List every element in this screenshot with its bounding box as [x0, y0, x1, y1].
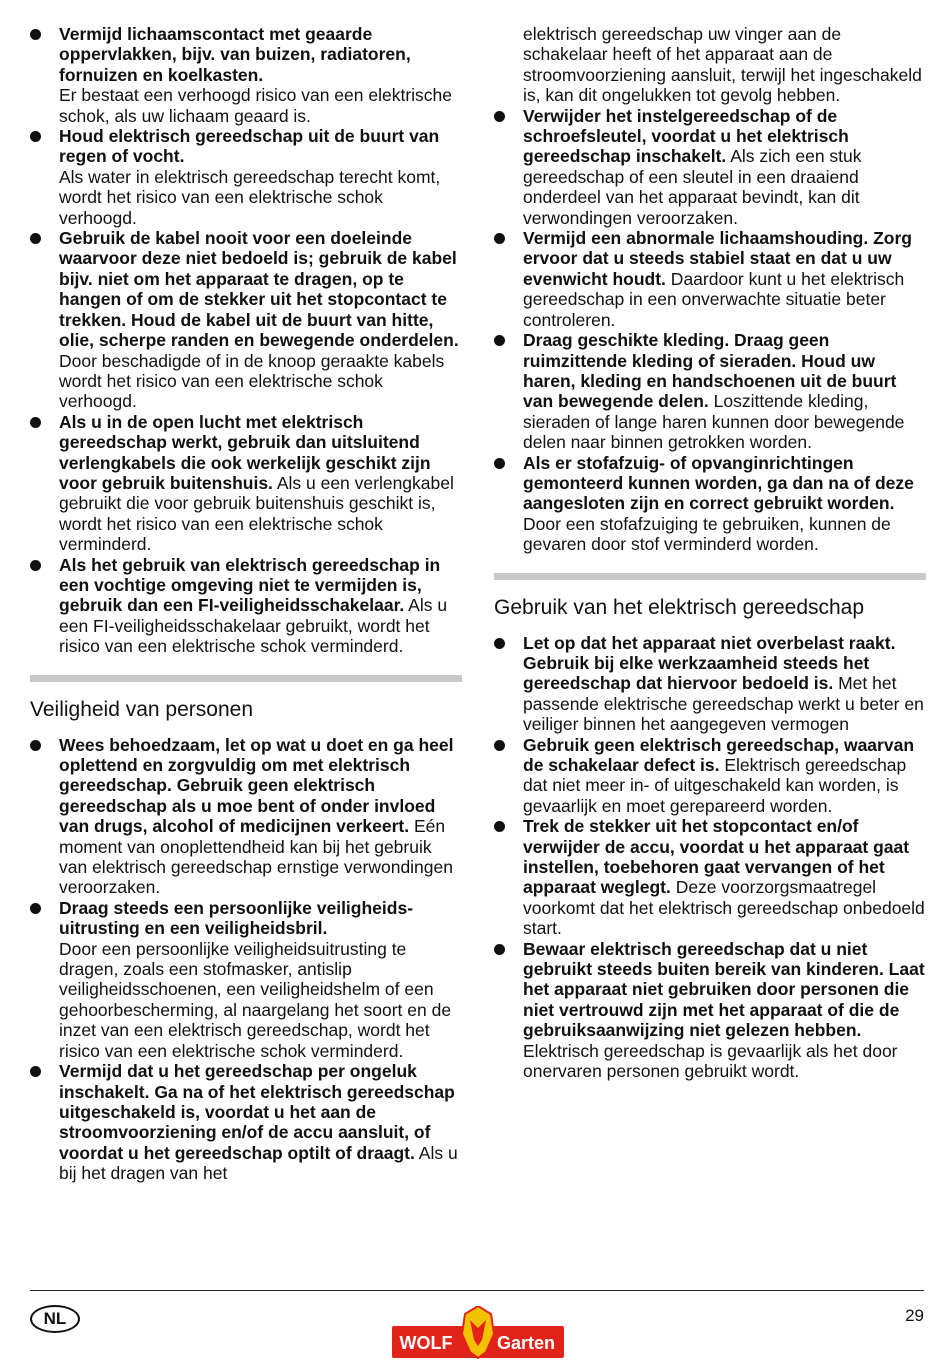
list-item [494, 816, 926, 938]
list-item-text: Als u een verlengkabel gebruikt die voor gebruik buitenshuis geschikt is, wordt het risico van een elektrische schok verminderd. [59, 472, 454, 555]
bullet-icon [30, 29, 41, 40]
list-item-bold: Verwijder het instelgereedschap of de schroefsleutel, voordat u het elektrisch gereedschap inschakelt. [523, 105, 849, 167]
continuation-text: elektrisch gereedschap uw vinger aan de schakelaar heeft of het apparaat aan de stroomvoorziening aansluit, terwijl het ingeschakeld is, kan dit ongelukken tot gevolg hebben. [523, 24, 922, 106]
bullet-icon [30, 1066, 41, 1077]
left-items-top [30, 24, 462, 657]
section-title-personal-safety: Veiligheid van personen [30, 697, 254, 721]
list-item [494, 330, 926, 452]
list-item [494, 453, 926, 555]
section-rule [30, 675, 462, 682]
section-title-tool-use: Gebruik van het elektrisch gereedschap [494, 595, 865, 619]
logo-text-garten: Garten [496, 1333, 556, 1353]
bullet-icon [494, 458, 505, 469]
list-item-bold: Als het gebruik van elektrisch gereedschap in een vochtige omgeving niet te vermijden is, gebruik dan een FI-veiligheidsschakelaar. [59, 554, 441, 616]
list-item-text: Deze voorzorgsmaatregel voorkomt dat het elektrisch gereedschap onbedoeld start. [523, 877, 925, 939]
list-item [494, 228, 926, 330]
list-item-text: Als zich een stuk gereedschap of een sleutel in een draaiend onderdeel van het apparaat bevindt, kan dit verwondingen veroorzaken. [523, 146, 862, 228]
wolf-garten-logo [392, 1306, 564, 1360]
bullet-icon [494, 944, 505, 955]
list-item [494, 735, 926, 817]
bullet-icon [494, 111, 505, 122]
list-item [494, 633, 926, 735]
list-item [30, 735, 462, 898]
list-item [494, 106, 926, 228]
list-item-bold: Houd elektrisch gereedschap uit de buurt van regen of vocht. [59, 126, 440, 167]
list-item-bold: Draag steeds een persoonlijke veiligheids-uitrusting en een veiligheidsbril. [59, 897, 414, 939]
list-item [30, 412, 462, 555]
section-rule [494, 573, 926, 580]
bullet-icon [494, 740, 505, 751]
list-item [30, 24, 462, 126]
bullet-icon [30, 131, 41, 142]
right-items-bottom [494, 633, 926, 1082]
logo-text-wolf: WOLF [399, 1333, 453, 1353]
list-item-text: Als u een FI-veiligheidsschakelaar gebruikt, wordt het risico van een elektrische schok verminderd. [59, 595, 448, 657]
list-item-text: Loszittende kleding, sieraden of lange haren kunnen door bewegende delen naar binnen getrokken worden. [523, 391, 905, 453]
left-items-bottom [30, 735, 462, 1184]
list-item-bold: Als er stofafzuig- of opvanginrichtingen gemonteerd kunnen worden, ga dan na of deze aangesloten zijn en correct gebruikt worden. [523, 452, 914, 514]
list-item-text: Door een stofafzuiging te gebruiken, kunnen de gevaren door stof verminderd worden. [523, 513, 891, 555]
list-item [494, 939, 926, 1082]
list-item-text: Elektrisch gereedschap dat niet meer in- of uitgeschakeld kan worden, is gevaarlijk en moet gerepareerd worden. [523, 755, 907, 816]
bullet-icon [30, 560, 41, 571]
list-item [30, 1061, 462, 1183]
bullet-icon [30, 417, 41, 428]
list-item [30, 126, 462, 228]
list-item-bold: Bewaar elektrisch gereedschap dat u niet gebruikt steeds buiten bereik van kinderen. Laat het apparaat niet gebruiken door personen die niet vertrouwd zijn met het apparaat of die de gebruiksaanwijzing niet gelezen hebben. [523, 938, 925, 1041]
list-item-bold: Wees behoedzaam, let op wat u doet en ga heel oplettend en zorgvuldig om met elektrisch gereedschap. Gebruik geen elektrisch gereedschap als u moe bent of onder invloed van drugs, alcohol of medicijnen verkeert. [59, 734, 454, 837]
list-item-text: Als u bij het dragen van het [59, 1142, 458, 1184]
page-number: 29 [905, 1306, 924, 1325]
list-item-bold: Trek de stekker uit het stopcontact en/of verwijder de accu, voordat u het apparaat gaat instellen, toebehoren gaat vervangen of het apparaat weglegt. [523, 816, 910, 898]
bullet-icon [494, 638, 505, 649]
list-item [30, 555, 462, 657]
list-item-bold: Vermijd lichaamscontact met geaarde oppervlakken, bijv. van buizen, radiatoren, fornuizen en koelkasten. [59, 24, 411, 85]
left-column [30, 24, 462, 1184]
list-item-bold: Vermijd dat u het gereedschap per ongeluk inschakelt. Ga na of het elektrisch gereedschap uitgeschakeld is, voordat u het aan de stroomvoorziening en/of de accu aansluit, of voordat u het gereedschap optilt of draagt. [59, 1061, 455, 1163]
right-items-top [494, 106, 926, 555]
list-item-bold: Gebruik de kabel nooit voor een doeleinde waarvoor deze niet bedoeld is; gebruik de kabel bijv. niet om het apparaat te dragen, op te hangen of om de stekker uit het stopcontact te trekken. Houd de kabel uit de buurt van hitte, olie, scherpe randen en bewegende onderdelen. [59, 228, 459, 351]
list-item-text: Er bestaat een verhoogd risico van een elektrische schok, als uw lichaam geaard is. [59, 85, 453, 126]
right-column [494, 24, 926, 1082]
footer-rule [30, 1290, 924, 1291]
bullet-icon [30, 740, 41, 751]
list-item [30, 898, 462, 1061]
list-item-text: Daardoor kunt u het elektrisch gereedschap in een onverwachte situatie beter controleren. [523, 268, 905, 330]
list-item-text: Door beschadigde of in de knoop geraakte kabels wordt het risico van een elektrische schok verhoogd. [59, 350, 445, 412]
list-item-text: Als water in elektrisch gereedschap terecht komt, wordt het risico van een elektrische schok verhoogd. [59, 166, 441, 228]
bullet-icon [30, 903, 41, 914]
bullet-icon [494, 335, 505, 346]
bullet-icon [494, 233, 505, 244]
list-item-bold: Vermijd een abnormale lichaamshouding. Zorg ervoor dat u steeds stabiel staat en dat u uw evenwicht houdt. [523, 228, 912, 289]
language-badge: NL [30, 1305, 80, 1333]
list-item-bold: Let op dat het apparaat niet overbelast raakt. Gebruik bij elke werkzaamheid steeds het gereedschap dat hiervoor bedoeld is. [523, 632, 896, 694]
list-item-bold: Als u in de open lucht met elektrisch gereedschap werkt, gebruik dan uitsluitend verlengkabels die ook werkelijk geschikt zijn voor gebruik buitenshuis. [59, 411, 431, 493]
bullet-icon [30, 233, 41, 244]
list-item [30, 228, 462, 412]
list-item-text: Elektrisch gereedschap is gevaarlijk als het door onervaren personen gebruikt wordt. [523, 1040, 898, 1082]
list-item-bold: Draag geschikte kleding. Draag geen ruimzittende kleding of sieraden. Houd uw haren, kleding en handschoenen uit de buurt van bewegende delen. [523, 330, 897, 412]
list-item-text: Met het passende elektrische gereedschap werkt u beter en veiliger binnen het aangegeven vermogen [523, 673, 924, 735]
list-item-text: Door een persoonlijke veiligheidsuitrusting te dragen, zoals een stofmasker, antislip veiligheidsschoenen, een veiligheidshelm of een gehoorbescherming, al naargelang het soort en de inzet van een elektrisch gereedschap, wordt het risico van een elektrische schok verminderd. [59, 938, 452, 1061]
bullet-icon [494, 821, 505, 832]
list-item-text: Eén moment van onoplettendheid kan bij het gebruik van elektrisch gereedschap ernstige verwondingen veroorzaken. [59, 816, 453, 898]
list-item-bold: Gebruik geen elektrisch gereedschap, waarvan de schakelaar defect is. [523, 734, 915, 775]
